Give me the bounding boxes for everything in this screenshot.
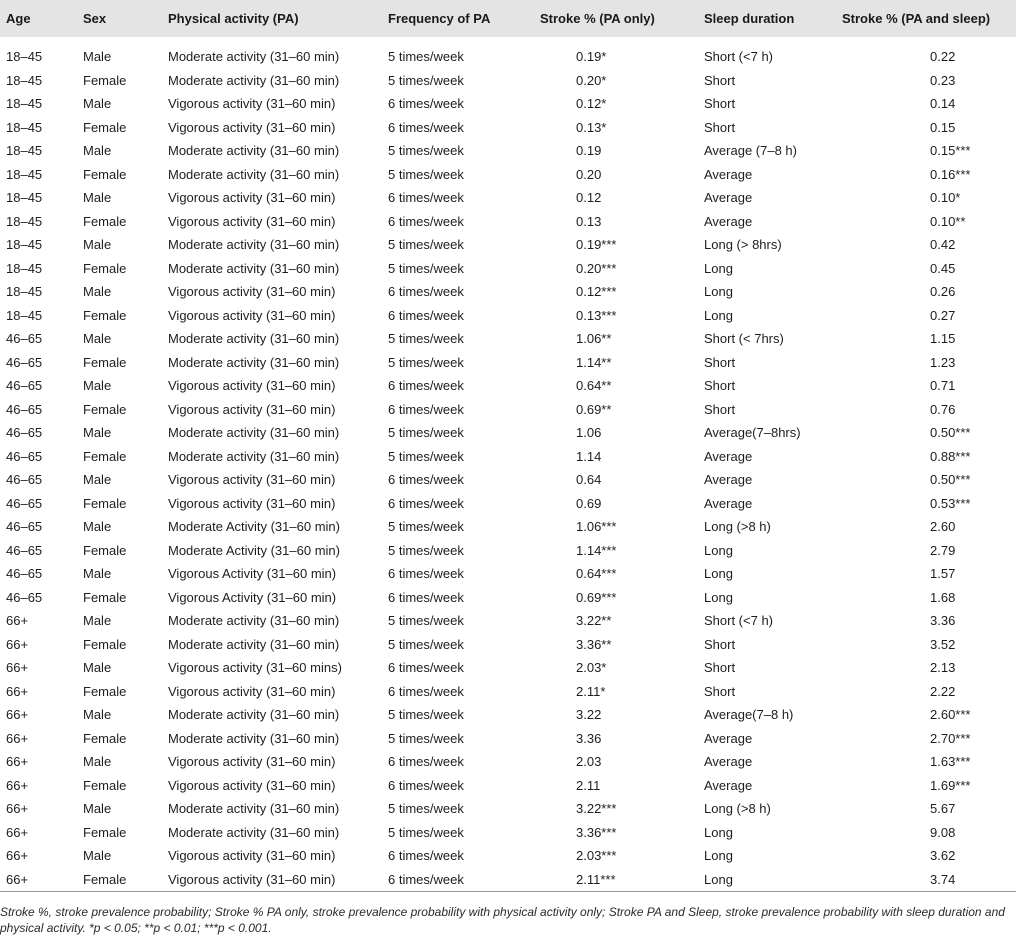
sex-cell: Female <box>83 119 127 135</box>
stroke-pa-only-cell: 0.20*** <box>576 260 617 276</box>
sleep-duration-cell: Average(7–8hrs) <box>704 425 801 441</box>
stroke-pa-only-cell: 0.69** <box>576 401 612 417</box>
sex-cell: Female <box>83 354 127 370</box>
stroke-pa-and-sleep-cell: 0.15 <box>930 119 956 135</box>
sleep-duration-cell: Short <box>704 96 736 112</box>
sleep-duration-cell: Long <box>704 566 733 582</box>
stroke-pa-and-sleep-cell: 2.22 <box>930 683 956 699</box>
table-row <box>0 539 1016 563</box>
age-cell: 66+ <box>6 660 29 676</box>
table-row <box>0 515 1016 539</box>
age-cell: 46–65 <box>6 589 43 605</box>
frequency-cell: 5 times/week <box>388 448 464 464</box>
physical-activity-cell: Moderate Activity (31–60 min) <box>168 519 340 535</box>
table-row <box>0 351 1016 375</box>
sex-cell: Male <box>83 425 112 441</box>
stroke-pa-only-cell: 1.14 <box>576 448 602 464</box>
frequency-cell: 5 times/week <box>388 636 464 652</box>
frequency-cell: 6 times/week <box>388 566 464 582</box>
age-cell: 66+ <box>6 683 29 699</box>
sleep-duration-cell: Long <box>704 284 733 300</box>
physical-activity-cell: Vigorous activity (31–60 min) <box>168 307 336 323</box>
stroke-pa-only-cell: 0.13*** <box>576 307 617 323</box>
physical-activity-cell: Vigorous activity (31–60 min) <box>168 495 336 511</box>
age-cell: 18–45 <box>6 190 43 206</box>
physical-activity-cell: Vigorous Activity (31–60 min) <box>168 589 337 605</box>
table-row <box>0 374 1016 398</box>
stroke-pa-only-cell: 0.12* <box>576 96 607 112</box>
age-cell: 66+ <box>6 730 29 746</box>
sex-cell: Male <box>83 519 112 535</box>
stroke-pa-only-cell: 0.64** <box>576 378 612 394</box>
frequency-cell: 5 times/week <box>388 166 464 182</box>
frequency-cell: 6 times/week <box>388 495 464 511</box>
sex-cell: Female <box>83 589 127 605</box>
physical-activity-cell: Moderate activity (31–60 min) <box>168 707 340 723</box>
stroke-pa-only-cell: 3.36*** <box>576 824 617 840</box>
age-cell: 46–65 <box>6 425 43 441</box>
table-row <box>0 468 1016 492</box>
age-cell: 18–45 <box>6 72 43 88</box>
sex-cell: Male <box>83 143 112 159</box>
table-row <box>0 797 1016 821</box>
age-cell: 46–65 <box>6 378 43 394</box>
frequency-cell: 5 times/week <box>388 331 464 347</box>
sleep-duration-cell: Average(7–8 h) <box>704 707 794 723</box>
frequency-cell: 5 times/week <box>388 260 464 276</box>
stroke-pa-and-sleep-cell: 3.62 <box>930 848 956 864</box>
frequency-cell: 6 times/week <box>388 754 464 770</box>
stroke-pa-only-cell: 3.22 <box>576 707 602 723</box>
table-body <box>0 37 1016 892</box>
stroke-pa-and-sleep-cell: 0.22 <box>930 49 956 65</box>
frequency-cell: 6 times/week <box>388 190 464 206</box>
sleep-duration-cell: Long <box>704 542 733 558</box>
physical-activity-cell: Vigorous Activity (31–60 min) <box>168 566 337 582</box>
physical-activity-cell: Vigorous activity (31–60 mins) <box>168 660 342 676</box>
age-cell: 18–45 <box>6 166 43 182</box>
frequency-cell: 6 times/week <box>388 472 464 488</box>
physical-activity-cell: Vigorous activity (31–60 min) <box>168 472 336 488</box>
stroke-pa-and-sleep-cell: 0.45 <box>930 260 956 276</box>
column-header-stroke-pa-and-sleep: Stroke % (PA and sleep) <box>842 11 991 26</box>
table-row <box>0 633 1016 657</box>
age-cell: 66+ <box>6 636 29 652</box>
age-cell: 66+ <box>6 848 29 864</box>
table-row <box>0 327 1016 351</box>
age-cell: 66+ <box>6 871 29 887</box>
frequency-cell: 5 times/week <box>388 425 464 441</box>
stroke-pa-and-sleep-cell: 0.42 <box>930 237 956 253</box>
sex-cell: Male <box>83 96 112 112</box>
stroke-pa-and-sleep-cell: 0.50*** <box>930 425 971 441</box>
physical-activity-cell: Moderate activity (31–60 min) <box>168 613 340 629</box>
physical-activity-cell: Vigorous activity (31–60 min) <box>168 96 336 112</box>
physical-activity-cell: Moderate activity (31–60 min) <box>168 636 340 652</box>
table-row <box>0 750 1016 774</box>
stroke-pa-and-sleep-cell: 1.15 <box>930 331 956 347</box>
table-row <box>0 163 1016 187</box>
table-row <box>0 233 1016 257</box>
stroke-pa-only-cell: 0.19* <box>576 49 607 65</box>
physical-activity-cell: Vigorous activity (31–60 min) <box>168 683 336 699</box>
table-row <box>0 69 1016 93</box>
sleep-duration-cell: Short (<7 h) <box>704 613 774 629</box>
table-row <box>0 445 1016 469</box>
stroke-pa-only-cell: 2.03*** <box>576 848 617 864</box>
age-cell: 18–45 <box>6 237 43 253</box>
sleep-duration-cell: Average <box>704 213 753 229</box>
stroke-pa-only-cell: 3.36** <box>576 636 612 652</box>
table-row <box>0 92 1016 116</box>
sex-cell: Female <box>83 636 127 652</box>
table-row <box>0 492 1016 516</box>
physical-activity-cell: Vigorous activity (31–60 min) <box>168 848 336 864</box>
sleep-duration-cell: Long <box>704 260 733 276</box>
table-row <box>0 727 1016 751</box>
stroke-pa-only-cell: 3.36 <box>576 730 602 746</box>
sex-cell: Male <box>83 49 112 65</box>
physical-activity-cell: Vigorous activity (31–60 min) <box>168 754 336 770</box>
stroke-pa-only-cell: 1.06*** <box>576 519 617 535</box>
sleep-duration-cell: Short <box>704 401 736 417</box>
physical-activity-cell: Moderate activity (31–60 min) <box>168 237 340 253</box>
age-cell: 46–65 <box>6 331 43 347</box>
table-row <box>0 844 1016 868</box>
age-cell: 66+ <box>6 824 29 840</box>
age-cell: 66+ <box>6 707 29 723</box>
stroke-pa-and-sleep-cell: 2.60*** <box>930 707 971 723</box>
column-header-physical-activity: Physical activity (PA) <box>168 11 299 26</box>
age-cell: 18–45 <box>6 307 43 323</box>
stroke-pa-and-sleep-cell: 0.14 <box>930 96 956 112</box>
table-row <box>0 562 1016 586</box>
stroke-pa-only-cell: 0.20* <box>576 72 607 88</box>
sex-cell: Male <box>83 707 112 723</box>
stroke-pa-and-sleep-cell: 0.26 <box>930 284 956 300</box>
column-header-sleep-duration: Sleep duration <box>704 11 795 26</box>
sleep-duration-cell: Long <box>704 589 733 605</box>
frequency-cell: 5 times/week <box>388 542 464 558</box>
age-cell: 46–65 <box>6 495 43 511</box>
stroke-pa-only-cell: 2.03* <box>576 660 607 676</box>
stroke-pa-only-cell: 1.06 <box>576 425 602 441</box>
frequency-cell: 6 times/week <box>388 307 464 323</box>
column-header-stroke-pa-only: Stroke % (PA only) <box>540 11 655 26</box>
physical-activity-cell: Moderate activity (31–60 min) <box>168 166 340 182</box>
frequency-cell: 6 times/week <box>388 683 464 699</box>
frequency-cell: 5 times/week <box>388 237 464 253</box>
stroke-pa-only-cell: 0.64*** <box>576 566 617 582</box>
sex-cell: Male <box>83 848 112 864</box>
physical-activity-cell: Moderate activity (31–60 min) <box>168 801 340 817</box>
table-row <box>0 680 1016 704</box>
stroke-pa-only-cell: 0.20 <box>576 166 602 182</box>
sleep-duration-cell: Average <box>704 495 753 511</box>
frequency-cell: 6 times/week <box>388 96 464 112</box>
table-row <box>0 210 1016 234</box>
table-row <box>0 116 1016 140</box>
column-header-frequency: Frequency of PA <box>388 11 491 26</box>
stroke-pa-and-sleep-cell: 2.60 <box>930 519 956 535</box>
frequency-cell: 5 times/week <box>388 730 464 746</box>
table-row <box>0 821 1016 845</box>
age-cell: 46–65 <box>6 566 43 582</box>
frequency-cell: 5 times/week <box>388 613 464 629</box>
sleep-duration-cell: Average <box>704 754 753 770</box>
sex-cell: Female <box>83 824 127 840</box>
physical-activity-cell: Vigorous activity (31–60 min) <box>168 378 336 394</box>
sex-cell: Male <box>83 566 112 582</box>
physical-activity-cell: Moderate activity (31–60 min) <box>168 72 340 88</box>
table-row <box>0 186 1016 210</box>
stroke-pa-and-sleep-cell: 0.15*** <box>930 143 971 159</box>
age-cell: 18–45 <box>6 96 43 112</box>
age-cell: 46–65 <box>6 542 43 558</box>
table-row <box>0 703 1016 727</box>
stroke-pa-and-sleep-cell: 5.67 <box>930 801 956 817</box>
sex-cell: Female <box>83 683 127 699</box>
table-row <box>0 280 1016 304</box>
stroke-pa-only-cell: 1.06** <box>576 331 612 347</box>
frequency-cell: 5 times/week <box>388 707 464 723</box>
frequency-cell: 5 times/week <box>388 354 464 370</box>
age-cell: 18–45 <box>6 213 43 229</box>
sex-cell: Female <box>83 260 127 276</box>
table-row <box>0 257 1016 281</box>
physical-activity-cell: Moderate activity (31–60 min) <box>168 448 340 464</box>
stroke-pa-and-sleep-cell: 3.36 <box>930 613 956 629</box>
stroke-pa-and-sleep-cell: 1.57 <box>930 566 956 582</box>
stroke-pa-and-sleep-cell: 0.10* <box>930 190 961 206</box>
table-row <box>0 868 1016 892</box>
stroke-pa-only-cell: 0.12*** <box>576 284 617 300</box>
age-cell: 66+ <box>6 613 29 629</box>
sex-cell: Male <box>83 284 112 300</box>
table-row <box>0 398 1016 422</box>
stroke-pa-and-sleep-cell: 0.76 <box>930 401 956 417</box>
column-header-age: Age <box>6 11 31 26</box>
frequency-cell: 6 times/week <box>388 284 464 300</box>
frequency-cell: 5 times/week <box>388 801 464 817</box>
stroke-pa-only-cell: 2.11*** <box>576 871 616 887</box>
sleep-duration-cell: Short <box>704 683 736 699</box>
sleep-duration-cell: Average <box>704 472 753 488</box>
sex-cell: Female <box>83 542 127 558</box>
frequency-cell: 6 times/week <box>388 401 464 417</box>
stroke-pa-only-cell: 1.14** <box>576 354 612 370</box>
sleep-duration-cell: Long <box>704 848 733 864</box>
age-cell: 66+ <box>6 777 29 793</box>
sex-cell: Male <box>83 237 112 253</box>
sleep-duration-cell: Average <box>704 166 753 182</box>
sleep-duration-cell: Short (<7 h) <box>704 49 774 65</box>
stroke-pa-only-cell: 0.19*** <box>576 237 617 253</box>
sex-cell: Female <box>83 72 127 88</box>
sleep-duration-cell: Short <box>704 636 736 652</box>
table-row <box>0 586 1016 610</box>
sex-cell: Female <box>83 166 127 182</box>
stroke-pa-and-sleep-cell: 0.27 <box>930 307 956 323</box>
sex-cell: Male <box>83 801 112 817</box>
frequency-cell: 6 times/week <box>388 378 464 394</box>
table-row <box>0 774 1016 798</box>
stroke-pa-only-cell: 0.64 <box>576 472 602 488</box>
sleep-duration-cell: Short <box>704 354 736 370</box>
sex-cell: Male <box>83 754 112 770</box>
sex-cell: Male <box>83 331 112 347</box>
sleep-duration-cell: Long (>8 h) <box>704 801 771 817</box>
sex-cell: Female <box>83 448 127 464</box>
sleep-duration-cell: Short <box>704 378 736 394</box>
sleep-duration-cell: Long (> 8hrs) <box>704 237 782 253</box>
stroke-pa-and-sleep-cell: 0.10** <box>930 213 966 229</box>
stroke-pa-only-cell: 2.11 <box>576 777 601 793</box>
sex-cell: Male <box>83 613 112 629</box>
table-row <box>0 304 1016 328</box>
age-cell: 18–45 <box>6 143 43 159</box>
physical-activity-cell: Moderate activity (31–60 min) <box>168 824 340 840</box>
age-cell: 46–65 <box>6 519 43 535</box>
age-cell: 46–65 <box>6 354 43 370</box>
frequency-cell: 6 times/week <box>388 213 464 229</box>
stroke-pa-only-cell: 3.22*** <box>576 801 617 817</box>
stroke-pa-only-cell: 0.69 <box>576 495 602 511</box>
stroke-pa-and-sleep-cell: 1.63*** <box>930 754 971 770</box>
sex-cell: Female <box>83 871 127 887</box>
frequency-cell: 6 times/week <box>388 660 464 676</box>
table-row <box>0 656 1016 680</box>
physical-activity-cell: Vigorous activity (31–60 min) <box>168 284 336 300</box>
physical-activity-cell: Moderate activity (31–60 min) <box>168 425 340 441</box>
sex-cell: Female <box>83 401 127 417</box>
stroke-pa-and-sleep-cell: 1.69*** <box>930 777 971 793</box>
physical-activity-cell: Vigorous activity (31–60 min) <box>168 119 336 135</box>
stroke-pa-and-sleep-cell: 2.13 <box>930 660 956 676</box>
stroke-pa-and-sleep-cell: 0.71 <box>930 378 956 394</box>
sex-cell: Male <box>83 190 112 206</box>
age-cell: 18–45 <box>6 49 43 65</box>
age-cell: 18–45 <box>6 284 43 300</box>
stroke-pa-and-sleep-cell: 0.88*** <box>930 448 971 464</box>
stroke-pa-only-cell: 0.19 <box>576 143 602 159</box>
physical-activity-cell: Vigorous activity (31–60 min) <box>168 213 336 229</box>
sex-cell: Female <box>83 307 127 323</box>
age-cell: 46–65 <box>6 448 43 464</box>
sleep-duration-cell: Short <box>704 660 736 676</box>
sleep-duration-cell: Long <box>704 871 733 887</box>
stroke-pa-only-cell: 0.13* <box>576 119 607 135</box>
physical-activity-cell: Moderate activity (31–60 min) <box>168 730 340 746</box>
frequency-cell: 5 times/week <box>388 72 464 88</box>
physical-activity-cell: Vigorous activity (31–60 min) <box>168 871 336 887</box>
stroke-pa-only-cell: 0.13 <box>576 213 602 229</box>
stroke-pa-only-cell: 0.12 <box>576 190 602 206</box>
sleep-duration-cell: Average <box>704 448 753 464</box>
frequency-cell: 5 times/week <box>388 824 464 840</box>
sleep-duration-cell: Short <box>704 119 736 135</box>
stroke-pa-and-sleep-cell: 0.50*** <box>930 472 971 488</box>
stroke-pa-and-sleep-cell: 1.68 <box>930 589 956 605</box>
age-cell: 18–45 <box>6 260 43 276</box>
stroke-pa-only-cell: 2.11* <box>576 683 606 699</box>
age-cell: 66+ <box>6 801 29 817</box>
sleep-duration-cell: Long <box>704 824 733 840</box>
stroke-pa-and-sleep-cell: 0.16*** <box>930 166 971 182</box>
physical-activity-cell: Vigorous activity (31–60 min) <box>168 777 336 793</box>
frequency-cell: 6 times/week <box>388 848 464 864</box>
table-row <box>0 45 1016 69</box>
sex-cell: Female <box>83 777 127 793</box>
stroke-pa-only-cell: 0.69*** <box>576 589 617 605</box>
physical-activity-cell: Moderate activity (31–60 min) <box>168 331 340 347</box>
stroke-pa-only-cell: 2.03 <box>576 754 602 770</box>
physical-activity-cell: Moderate activity (31–60 min) <box>168 49 340 65</box>
sex-cell: Male <box>83 660 112 676</box>
sleep-duration-cell: Average <box>704 190 753 206</box>
physical-activity-cell: Moderate activity (31–60 min) <box>168 260 340 276</box>
stroke-pa-only-cell: 1.14*** <box>576 542 617 558</box>
stroke-pa-and-sleep-cell: 3.74 <box>930 871 956 887</box>
stroke-pa-and-sleep-cell: 0.23 <box>930 72 956 88</box>
table-footnote: Stroke %, stroke prevalence probability; Stroke % PA only, stroke prevalence probability with physical activity only; Stroke PA and Sleep, stroke prevalence probability with sleep duration and physical activity. *p < 0.05; **p < 0.01; ***p < 0.001. <box>0 905 1005 935</box>
column-header-sex: Sex <box>83 11 107 26</box>
sleep-duration-cell: Average <box>704 730 753 746</box>
stroke-pa-and-sleep-cell: 2.70*** <box>930 730 971 746</box>
frequency-cell: 6 times/week <box>388 871 464 887</box>
stroke-pa-and-sleep-cell: 3.52 <box>930 636 956 652</box>
sleep-duration-cell: Short (< 7hrs) <box>704 331 784 347</box>
frequency-cell: 5 times/week <box>388 143 464 159</box>
age-cell: 46–65 <box>6 472 43 488</box>
sex-cell: Female <box>83 730 127 746</box>
frequency-cell: 6 times/week <box>388 589 464 605</box>
stroke-pa-and-sleep-cell: 0.53*** <box>930 495 971 511</box>
table-row <box>0 139 1016 163</box>
sex-cell: Male <box>83 472 112 488</box>
sleep-duration-cell: Long <box>704 307 733 323</box>
physical-activity-cell: Moderate activity (31–60 min) <box>168 354 340 370</box>
age-cell: 18–45 <box>6 119 43 135</box>
stroke-pa-and-sleep-cell: 2.79 <box>930 542 956 558</box>
sleep-duration-cell: Average <box>704 777 753 793</box>
physical-activity-cell: Vigorous activity (31–60 min) <box>168 401 336 417</box>
sex-cell: Male <box>83 378 112 394</box>
stroke-pa-and-sleep-cell: 9.08 <box>930 824 956 840</box>
sleep-duration-cell: Short <box>704 72 736 88</box>
age-cell: 66+ <box>6 754 29 770</box>
stroke-pa-only-cell: 3.22** <box>576 613 612 629</box>
stroke-pa-and-sleep-cell: 1.23 <box>930 354 956 370</box>
table-header-row <box>0 0 1016 37</box>
physical-activity-cell: Moderate activity (31–60 min) <box>168 143 340 159</box>
table-row <box>0 609 1016 633</box>
physical-activity-cell: Moderate Activity (31–60 min) <box>168 542 340 558</box>
frequency-cell: 5 times/week <box>388 49 464 65</box>
table-row <box>0 421 1016 445</box>
physical-activity-cell: Vigorous activity (31–60 min) <box>168 190 336 206</box>
frequency-cell: 6 times/week <box>388 777 464 793</box>
sex-cell: Female <box>83 495 127 511</box>
sleep-duration-cell: Average (7–8 h) <box>704 143 797 159</box>
sleep-duration-cell: Long (>8 h) <box>704 519 771 535</box>
age-cell: 46–65 <box>6 401 43 417</box>
frequency-cell: 5 times/week <box>388 519 464 535</box>
sex-cell: Female <box>83 213 127 229</box>
frequency-cell: 6 times/week <box>388 119 464 135</box>
